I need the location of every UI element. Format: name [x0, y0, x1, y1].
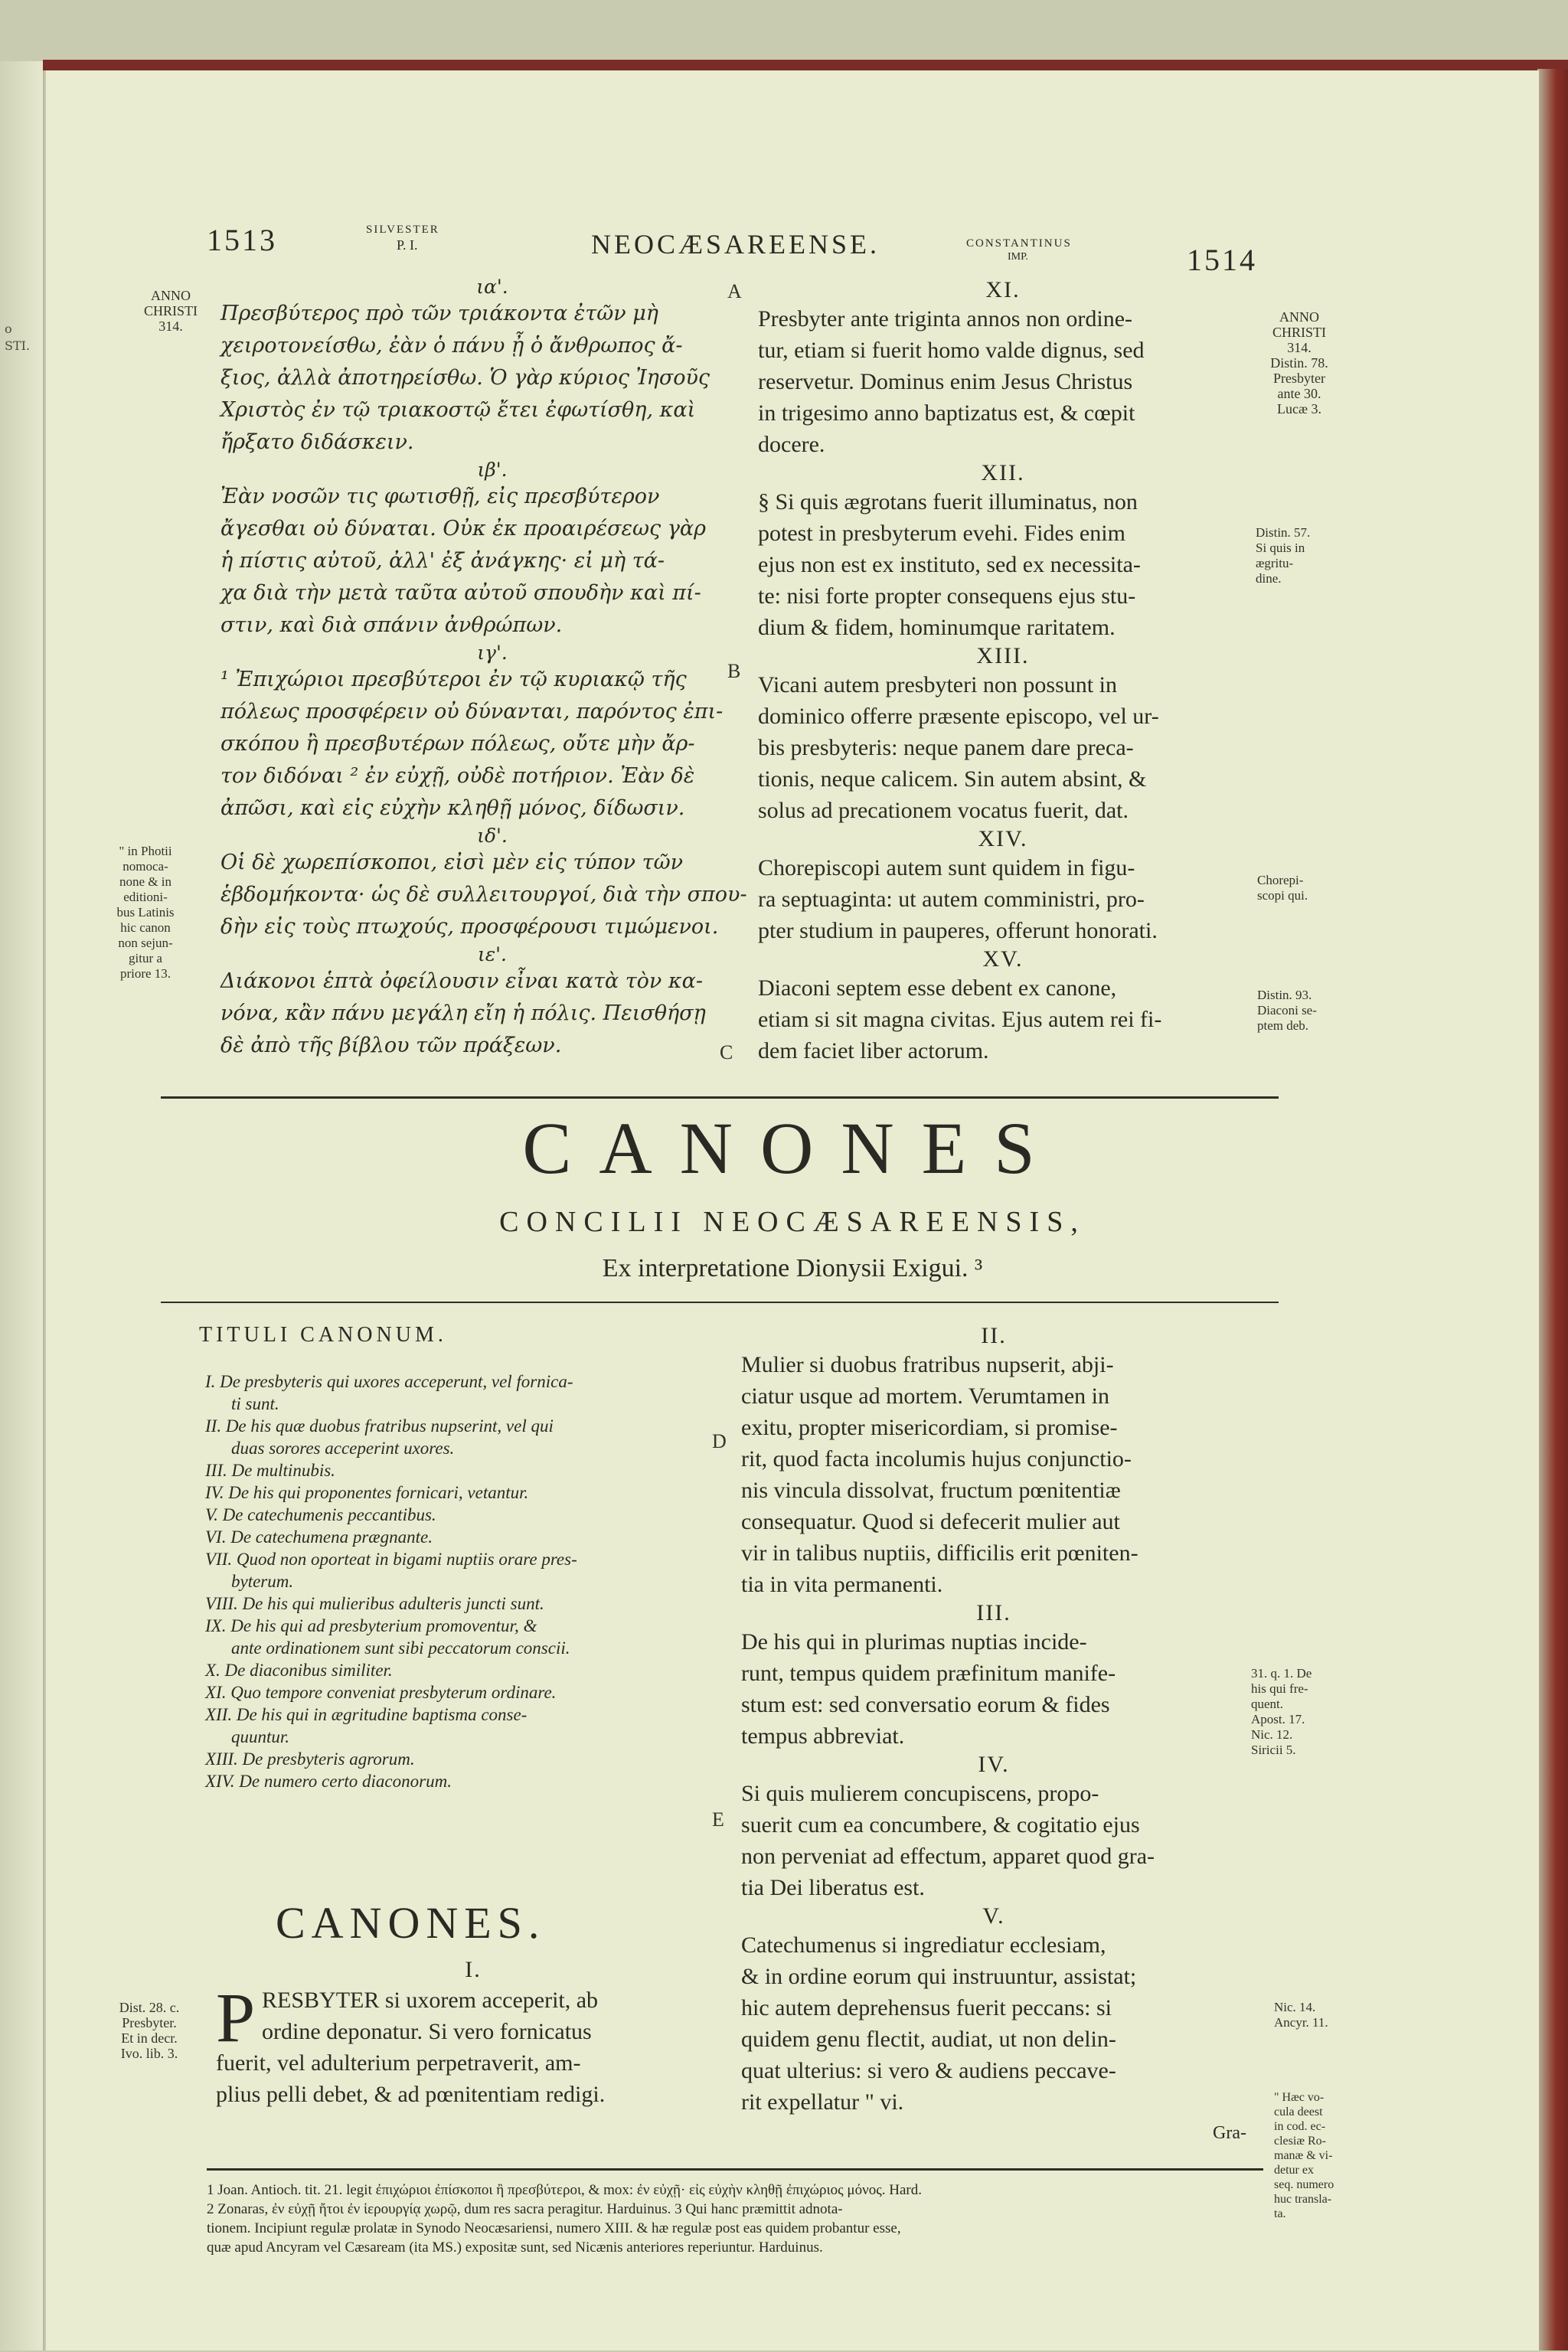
- footnotes: [207, 2180, 1271, 2257]
- latin-canon-text: § Si quis ægrotans fuerit illuminatus, non potest in presbyterum evehi. Fides enim ejus non est ex instituto, sed ex necessita- te: nisi forte propter consequens ejus stu- dium & fidem, hominumque raritatem.: [758, 489, 1141, 640]
- tituli-list: [205, 1370, 726, 1792]
- latin-canon-text: fuerit, vel adulterium perpetraverit, am- plius pelli debet, & ad pœnitentiam redigi.: [216, 2050, 606, 2107]
- page-number-left: 1513: [207, 223, 277, 257]
- greek-canon-text: ¹ Ἐπιχώριοι πρεσβύτεροι ἐν τῷ κυριακῷ τῆς πόλεως προσφέρειν οὐ δύνανται, παρόντος ἐπι- σκόπου ἢ πρεσβυτέρων πόλεως, οὔτε μὴν ἄρ- τον διδόναι ² ἐν εὐχῇ, οὐδὲ ποτήριον. Ἐὰν δὲ ἀπῶσι, καὶ εἰς εὐχὴν κληθῇ μόνος, δίδωσιν.: [220, 668, 724, 820]
- facing-page-fragment: STI.: [5, 338, 31, 353]
- latin-canon-text: De his qui in plurimas nuptias incide- runt, tempus quidem præfinitum manife- stum est: sed conversatio eorum & fides tempus abbreviat.: [741, 1629, 1116, 1749]
- section-letter-e: E: [712, 1808, 724, 1831]
- header-silvester: SILVESTER: [366, 224, 439, 236]
- margin-haec: " Hæc vo- cula deest in cod. ec- clesiæ Ro- manæ & vi- detur ex seq. numero huc transla- ta.: [1274, 2091, 1334, 2220]
- section-letter-a: A: [727, 280, 742, 302]
- section-title: CANONES: [522, 1107, 1063, 1189]
- list-item: X. De diaconibus similiter.: [205, 1661, 393, 1680]
- book-page: [46, 70, 1539, 2350]
- section-letter-c: C: [720, 1041, 733, 1063]
- header-imp: IMP.: [1008, 251, 1028, 263]
- greek-canon-text: Οἱ δὲ χωρεπίσκοποι, εἰσὶ μὲν εἰς τύπον τῶν ἑβδομήκοντα· ὡς δὲ συλλειτουργοί, διὰ τὴν σπου- δὴν εἰς τοὺς πτωχούς, προσφέρουσι τιμώμενοι.: [220, 851, 747, 939]
- greek-canon-number: ιγ'.: [477, 642, 508, 664]
- header-constantinus: CONSTANTINUS: [966, 237, 1072, 250]
- margin-chorepi: Chorepi- scopi qui.: [1257, 873, 1308, 903]
- latin-canon-number: I.: [465, 1957, 482, 1982]
- list-item: VI. De catechumena prægnante.: [205, 1527, 433, 1547]
- latin-canon-text: Mulier si duobus fratribus nupserit, abji- ciatur usque ad mortem. Verumtamen in exitu, propter misericordiam, si promise- rit, quod facta incolumis hujus conjunctio- nis vincula dissolvat, fructum pœnitentiæ consequatur. Quod si defecerit mulier aut vir in talibus nuptiis, difficilis erit pœniten- tia in vita permanenti.: [741, 1352, 1138, 1597]
- margin-photii: " in Photii nomoca- none & in editioni- bus Latinis hic canon non sejun- gitur a priore 13.: [116, 844, 175, 981]
- latin-column-top: [758, 277, 1248, 1067]
- list-item: I. De presbyteris qui uxores acceperunt, vel fornica- ti sunt.: [205, 1372, 573, 1413]
- header-title: NEOCÆSAREENSE.: [591, 229, 880, 260]
- book-binding-right: [1537, 69, 1568, 2350]
- header-pl: P. I.: [397, 237, 418, 253]
- footnote-line: 2 Zonaras, ἐν εὐχῇ ἤτοι ἐν ἱερουργίᾳ χωρῷ, dum res sacra peragitur. Harduinus. 3 Qui hanc præmittit adnota-: [207, 2201, 843, 2217]
- greek-canon-number: ια'.: [476, 276, 508, 298]
- list-item: XI. Quo tempore conveniat presbyterum ordinare.: [205, 1683, 557, 1702]
- latin-canon-number: V.: [982, 1903, 1005, 1929]
- footnote-rule: [207, 2168, 1263, 2171]
- margin-nic14: Nic. 14. Ancyr. 11.: [1274, 2000, 1328, 2030]
- footnote-line: tionem. Incipiunt regulæ prolatæ in Synodo Neocæsariensi, numero XIII. & hæ regulæ post eas quidem probantur esse,: [207, 2220, 901, 2236]
- section-divider: [161, 1096, 1279, 1099]
- latin-canon-number: II.: [981, 1323, 1007, 1348]
- latin-canon-text: Chorepiscopi autem sunt quidem in figu- ra septuaginta: ut autem comministri, pro- pter studium in pauperes, offerunt honorati.: [758, 855, 1158, 943]
- list-item: III. De multinubis.: [205, 1461, 335, 1480]
- list-item: XII. De his qui in ægritudine baptisma conse- quuntur.: [205, 1705, 528, 1746]
- latin-column-bottom: [741, 1323, 1246, 2149]
- margin-distin93: Distin. 93. Diaconi se- ptem deb.: [1257, 988, 1317, 1033]
- greek-column: [220, 276, 764, 1062]
- greek-canon-number: ιβ'.: [477, 459, 508, 481]
- latin-canon-number: XII.: [981, 460, 1025, 485]
- footnote-line: quæ apud Ancyram vel Cæsaream (ita MS.) expositæ sunt, sed Nicænis anteriores reperiuntur. Harduinus.: [207, 2239, 823, 2256]
- tituli-heading: TITULI CANONUM.: [199, 1323, 447, 1347]
- canones-heading: CANONES.: [276, 1898, 546, 1948]
- list-item: XIV. De numero certo diaconorum.: [205, 1772, 452, 1791]
- canon-i-block: [216, 1978, 729, 2110]
- greek-canon-number: ιε'.: [477, 943, 508, 965]
- footnote-line: 1 Joan. Antioch. tit. 21. legit ἐπιχώριοι ἐπίσκοποι ἢ πρεσβύτεροι, & mox: ἐν εὐχῇ· εἰς εὐχὴν κληθῇ ἐπιχώριος μόνος. Hard.: [207, 2182, 922, 2198]
- greek-canon-number: ιδ'.: [477, 825, 508, 847]
- facing-page-edge: [0, 61, 44, 2350]
- latin-canon-text: Vicani autem presbyteri non possunt in dominico offerre præsente episcopo, vel ur- bis presbyteris: neque panem dare preca- tionis, neque calicem. Sin autem absint, & solus ad precationem vocatus fuerit, dat.: [758, 672, 1159, 823]
- list-item: VII. Quod non oporteat in bigami nuptiis orare pres- byterum.: [205, 1550, 577, 1591]
- list-item: V. De catechumenis peccantibus.: [205, 1505, 436, 1524]
- latin-canon-number: III.: [976, 1600, 1011, 1625]
- latin-canon-text: Diaconi septem esse debent ex canone, etiam si sit magna civitas. Ejus autem rei fi- dem faciet liber actorum.: [758, 975, 1162, 1063]
- margin-anno-right: ANNO CHRISTI 314. Distin. 78. Presbyter ante 30. Lucæ 3.: [1270, 309, 1328, 416]
- latin-canon-number: IV.: [978, 1752, 1010, 1777]
- list-item: IV. De his qui proponentes fornicari, vetantur.: [205, 1483, 529, 1502]
- latin-canon-number: XIII.: [976, 643, 1030, 668]
- book-binding-top: [43, 60, 1568, 70]
- latin-canon-text: Si quis mulierem concupiscens, propo- suerit cum ea concumbere, & cogitatio ejus non perveniat ad effectum, apparet quod gra- tia Dei liberatus est.: [741, 1781, 1155, 1900]
- margin-q31: 31. q. 1. De his qui fre- quent. Apost. 17. Nic. 12. Siricii 5.: [1251, 1666, 1312, 1757]
- list-item: XIII. De presbyteris agrorum.: [205, 1749, 415, 1769]
- margin-anno-left: ANNO CHRISTI 314.: [143, 288, 198, 334]
- catchword: Gra-: [1213, 2123, 1246, 2143]
- section-subtitle-interpretation: Ex interpretatione Dionysii Exigui. ³: [602, 1254, 983, 1282]
- margin-distin57: Distin. 57. Si quis in ægritu- dine.: [1256, 525, 1311, 586]
- section-letter-b: B: [727, 660, 741, 682]
- page-number-right: 1514: [1187, 243, 1257, 277]
- margin-dist28: Dist. 28. c. Presbyter. Et in decr. Ivo. lib. 3.: [119, 2000, 180, 2061]
- list-item: II. De his quæ duobus fratribus nupserint, vel qui duas sorores acceperint uxores.: [205, 1416, 554, 1458]
- latin-canon-number: XIV.: [978, 826, 1028, 851]
- latin-canon-text: RESBYTER si uxorem acceperit, ab ordine deponatur. Si vero fornicatus: [262, 1988, 599, 2044]
- greek-canon-text: Πρεσβύτερος πρὸ τῶν τριάκοντα ἐτῶν μὴ χειροτονείσθω, ἐὰν ὁ πάνυ ᾖ ὁ ἄνθρωπος ἄ- ξιος, ἀλλὰ ἀποτηρείσθω. Ὁ γὰρ κύριος Ἰησοῦς Χριστὸς ἐν τῷ τριακοστῷ ἔτει ἐφωτίσθη, καὶ ἤρξατο διδάσκειν.: [220, 302, 710, 454]
- section-letter-d: D: [712, 1430, 727, 1452]
- latin-canon-text: Catechumenus si ingrediatur ecclesiam, & in ordine eorum qui instruuntur, assistat; hic autem deprehensus fuerit peccans: si quidem genu flectit, audiat, ut non delin- quat ulterius: si vero & audiens peccave- rit expellatur " vi.: [741, 1932, 1137, 2115]
- drop-cap: P: [216, 1978, 256, 2056]
- greek-canon-text: Διάκονοι ἑπτὰ ὀφείλουσιν εἶναι κατὰ τὸν κα- νόνα, κἂν πάνυ μεγάλη εἴη ἡ πόλις. Πεισθήσῃ δὲ ἀπὸ τῆς βίβλου τῶν πράξεων.: [220, 969, 706, 1057]
- list-item: IX. De his qui ad presbyterium promoventur, & ante ordinationem sunt sibi peccatorum conscii.: [205, 1616, 570, 1658]
- section-subtitle: CONCILII NEOCÆSAREENSIS,: [499, 1206, 1086, 1238]
- latin-canon-number: XI.: [985, 277, 1021, 302]
- latin-canon-text: Presbyter ante triginta annos non ordine- tur, etiam si fuerit homo valde dignus, sed reservetur. Dominus enim Jesus Christus in trigesimo anno baptizatus est, & cœpit docere.: [758, 306, 1145, 457]
- section-divider-thin: [161, 1302, 1279, 1303]
- facing-page-fragment: o: [5, 322, 12, 336]
- greek-canon-text: Ἐὰν νοσῶν τις φωτισθῇ, εἰς πρεσβύτερον ἄγεσθαι οὐ δύναται. Οὐκ ἐκ προαιρέσεως γὰρ ἡ πίστις αὐτοῦ, ἀλλ' ἐξ ἀνάγκης· εἰ μὴ τά- χα διὰ τὴν μετὰ ταῦτα αὐτοῦ σπουδὴν καὶ πί- στιν, καὶ διὰ σπάνιν ἀνθρώπων.: [220, 485, 706, 637]
- list-item: VIII. De his qui mulieribus adulteris juncti sunt.: [205, 1594, 544, 1613]
- latin-canon-number: XV.: [982, 946, 1024, 972]
